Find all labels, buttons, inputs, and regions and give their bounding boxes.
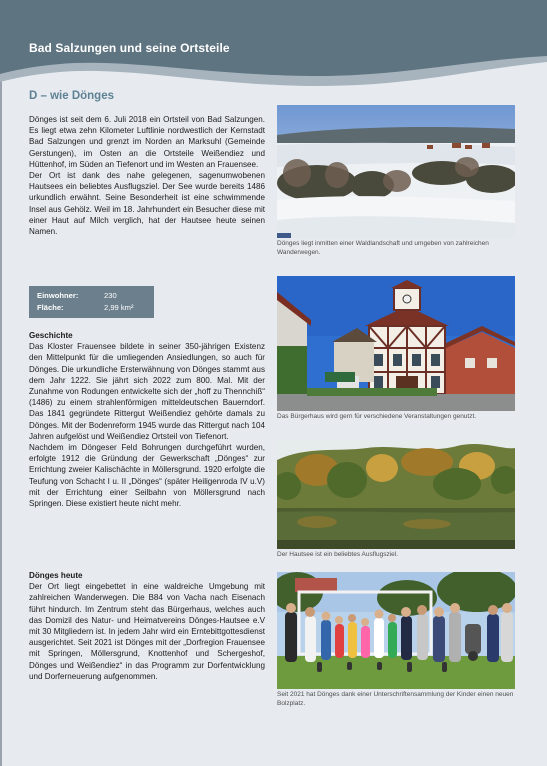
photo-bolzplatz-group bbox=[277, 572, 515, 689]
photo-caption-3: Der Hautsee ist ein beliebtes Ausflugsziel. bbox=[277, 551, 399, 558]
photo-hautsee bbox=[277, 440, 515, 549]
today-section bbox=[29, 570, 265, 682]
today-paragraph: Der Ort liegt eingebettet in eine waldreiche Umgebung mit zahlreichen Wanderwegen. Die B84 von Vacha nach Eisenach führt hindurch. Im Zentrum steht das Bürgerhaus, welches auch das Domizil des Natur- und Heimatvereins Dönges-Hautsee e.V mit 30 Mitgliedern ist. In jedem Jahr wird ein Erntebittgottesdienst ausgerichtet. Seit 2021 ist Dönges mit der „Dorfregion Frauensee mit Springen, Möllersgrund, Knottenhof und Schergeshof, Dönges und Weißendiez“ in das Programm zur Dorfentwicklung und Dorferneuerung aufgenommen. bbox=[29, 582, 265, 681]
header-wave bbox=[0, 0, 547, 120]
photo-caption-1: Dönges liegt inmitten einer Waldlandschaft und umgeben von zahlreichen Wanderwegen. bbox=[277, 240, 489, 256]
photo-caption-4: Seit 2021 hat Dönges dank einer Unterschriftensammlung der Kinder einen neuen Bolzplatz. bbox=[277, 691, 514, 707]
area-label: Fläche: bbox=[37, 303, 64, 312]
photo-winter-village bbox=[277, 105, 515, 238]
history-paragraph-1: Das Kloster Frauensee bildete in seiner 350-jährigen Existenz den Mittelpunkt für die umliegenden Ansiedlungen, so auch für Dönges. Die urkundliche Ersterwähnung von Dönges stammt aus dem Jahr 1222. Sie jährt sich 2022 zum 800. Mal. Mit der Zunahme von Rodungen entwickelte sich der „hoff zu Thennchiß“ (1486) zu einem strahlenförmigen mitteldeutschen Bauerndorf. Das 1841 gegründete Rittergut Weißendiez gehörte damals zu Dönges. Mit der Bodenreform 1945 wurde das Rittergut nach 104 Jahren aufgelöst und Weißendiez Ortsteil von Tiefenort. bbox=[29, 342, 265, 441]
page-header bbox=[0, 0, 547, 120]
history-heading: Geschichte bbox=[29, 331, 73, 340]
residents-value: 230 bbox=[104, 291, 117, 300]
history-section bbox=[29, 330, 265, 509]
photo-caption-2: Das Bürgerhaus wird gern für verschiedene Veranstaltungen genutzt. bbox=[277, 413, 477, 420]
intro-paragraph-1: Dönges ist seit dem 6. Juli 2018 ein Ortsteil von Bad Salzungen. Es liegt etwa zehn Kilometer Luftlinie nordwestlich der Kernstadt Bad Salzungen und grenzt im Norden an Marksuhl (Gemeinde Gerstungen), im Osten an die Ortsteile Weißendiez und Hüttenhof, im Süden an Tiefenort und im Westen an Frauensee. bbox=[29, 115, 265, 169]
area-value: 2,99 km² bbox=[104, 303, 134, 312]
history-paragraph-2: Nachdem im Döngeser Feld Bohrungen durchgeführt wurden, erfolgte 1912 die Gründung der Gewerkschaft „Dönges“ zur Errichtung zweier Kalischächte in Möllersgrund. 1920 erfolgte die Teufung von Schacht I u. II „Dönges“ (später Heiligenroda IV u.V) mit der Errichtung einer Seilbahn von Möllersgrund nach Springen. Diese existiert heute nicht mehr. bbox=[29, 443, 265, 509]
header-title: Bad Salzungen und seine Ortsteile bbox=[29, 41, 230, 55]
today-heading: Dönges heute bbox=[29, 571, 83, 580]
section-title: D – wie Dönges bbox=[29, 90, 114, 102]
photo-buergerhaus bbox=[277, 276, 515, 411]
stats-box bbox=[29, 286, 154, 318]
intro-text bbox=[29, 114, 265, 237]
intro-paragraph-2: Der Ort ist dank des nahe gelegenen, sagenumwobenen Hautsees ein beliebtes Ausflugsziel. Der See wurde bereits 1486 urkundlich erwähnt. Seine Besonderheit ist eine schwimmende Insel aus Gehölz. Weil im 18. Jahrhundert ein Besucher diese mit einer Haut auf Milch verglich, hat der Hautsee heute seinen Namen. bbox=[29, 171, 265, 237]
residents-label: Einwohner: bbox=[37, 291, 79, 300]
